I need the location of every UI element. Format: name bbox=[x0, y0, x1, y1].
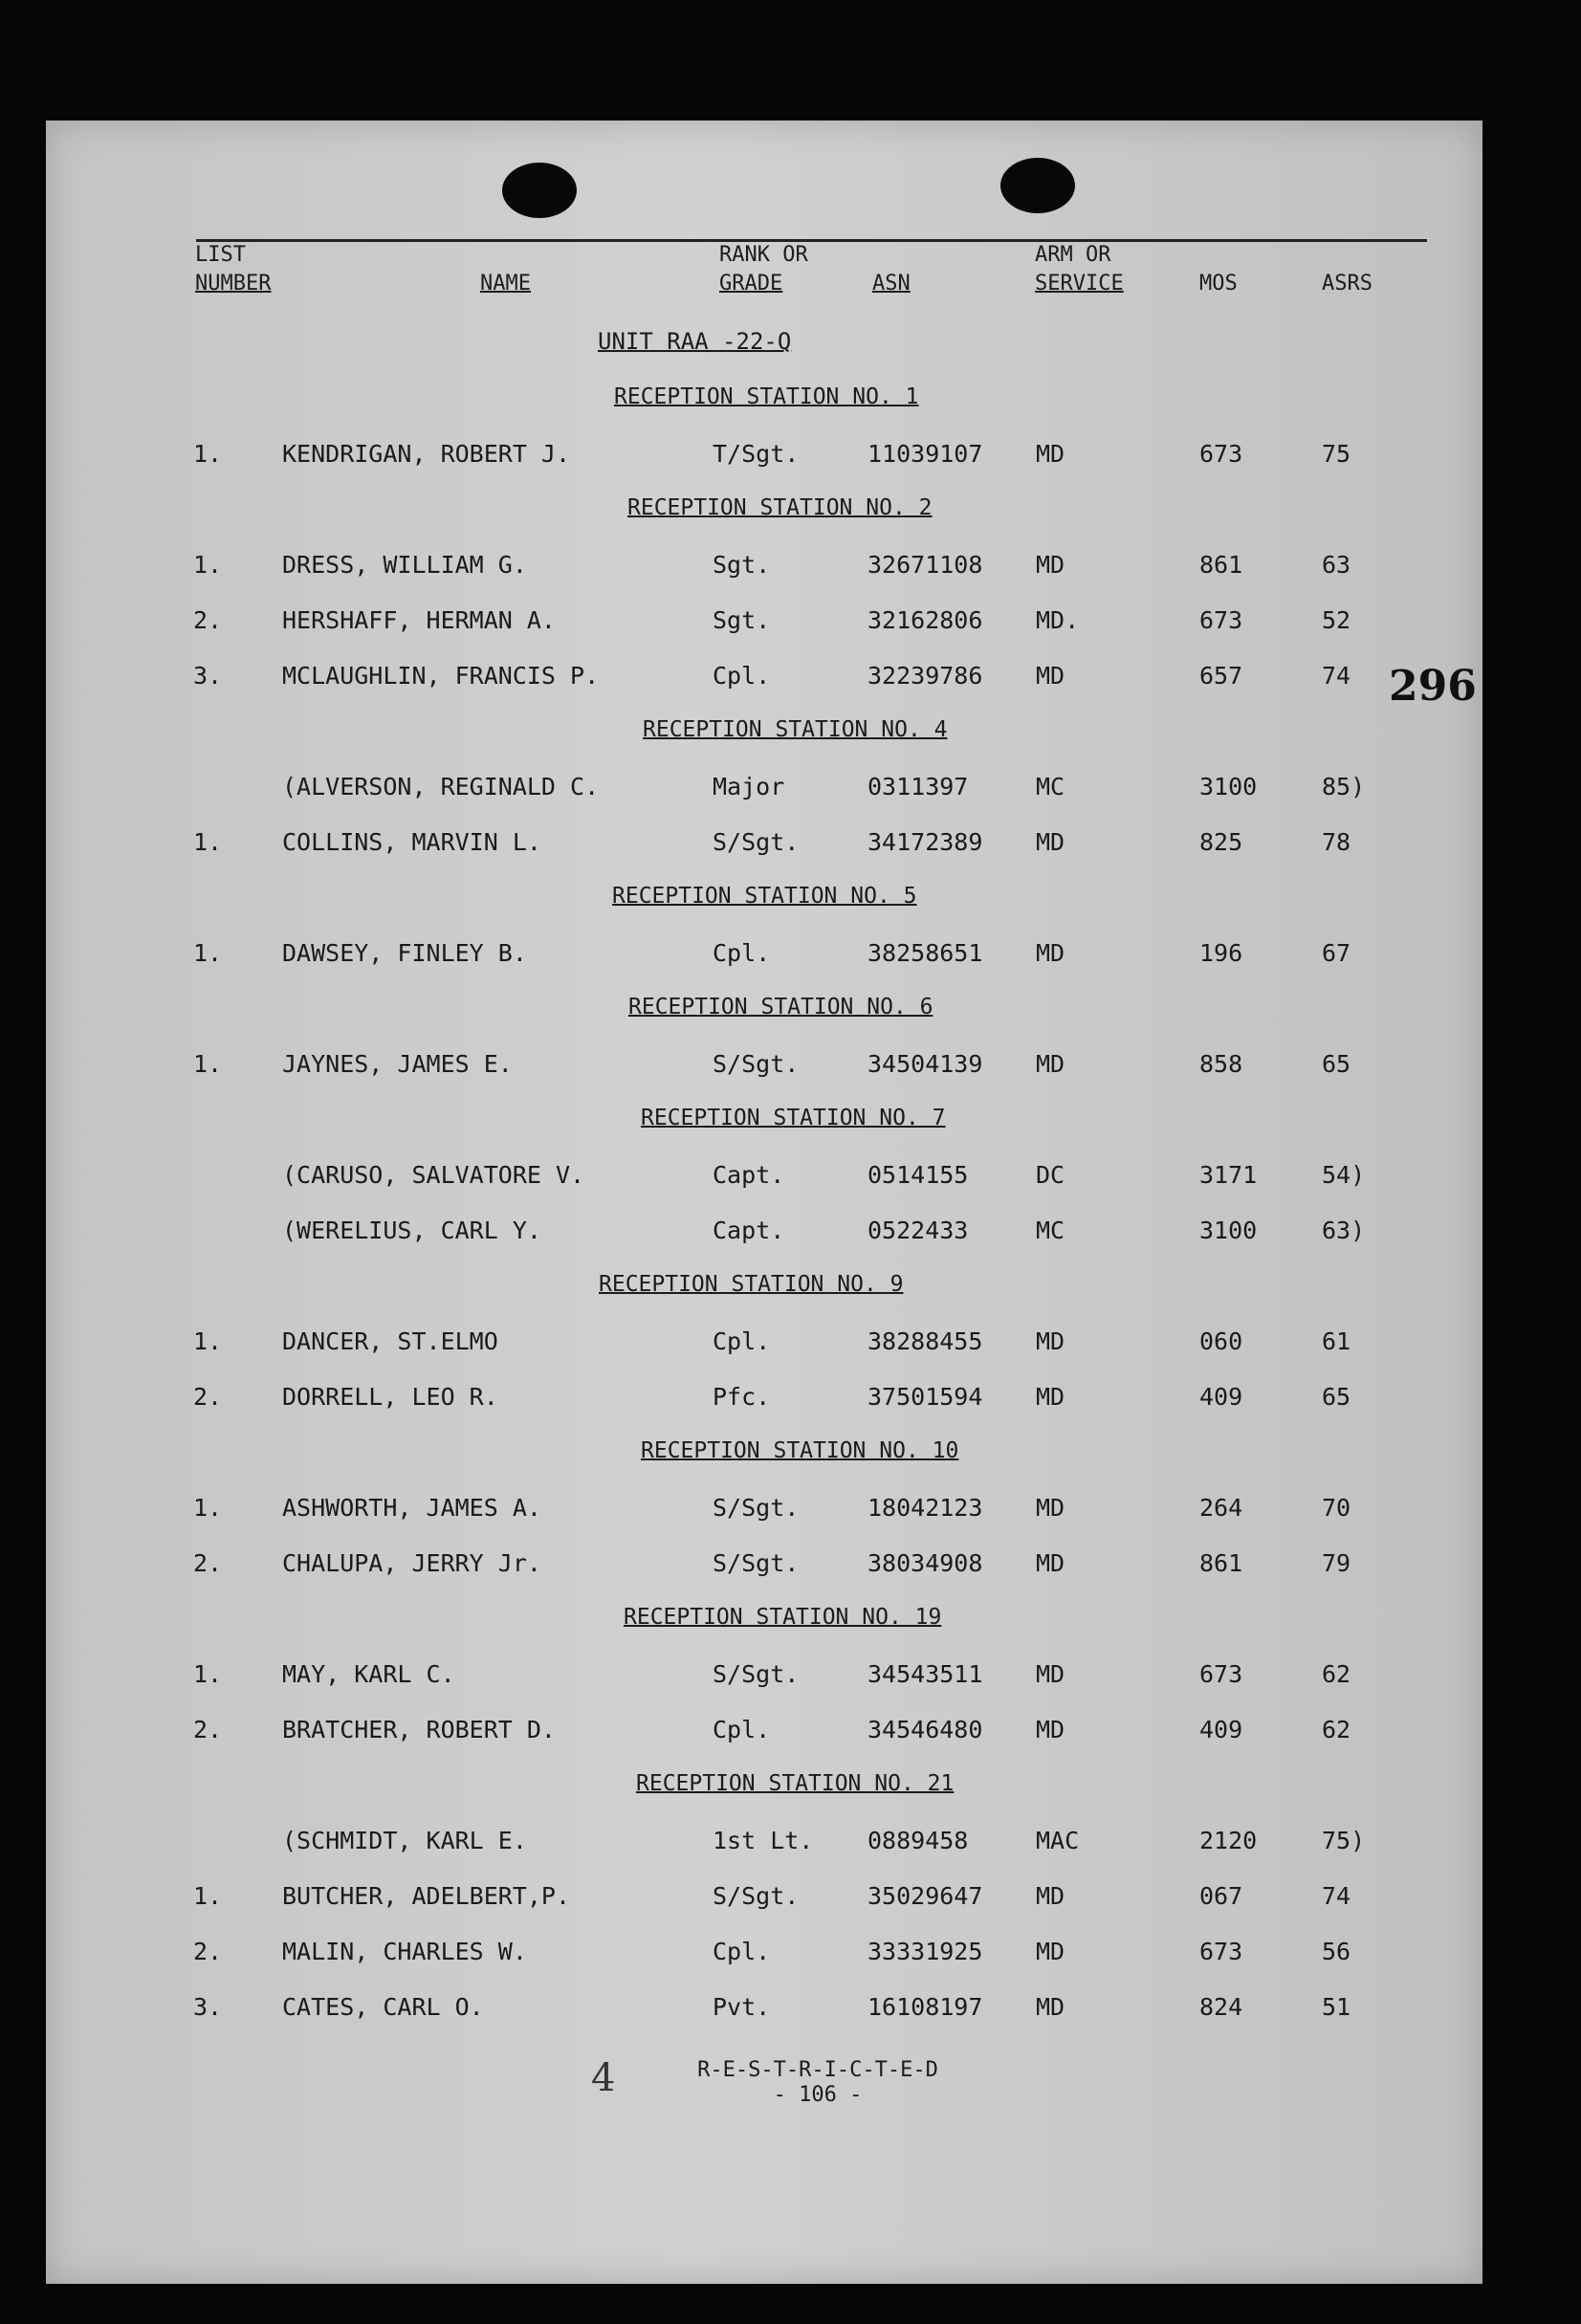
asn-cell: 0311397 bbox=[867, 773, 969, 800]
mos-cell: 825 bbox=[1199, 828, 1243, 856]
name-cell: (ALVERSON, REGINALD C. bbox=[282, 773, 600, 800]
name-cell: MALIN, CHARLES W. bbox=[282, 1938, 527, 1965]
grade-cell: Capt. bbox=[713, 1161, 785, 1189]
grade-cell: Pfc. bbox=[713, 1383, 771, 1411]
name-cell: CATES, CARL O. bbox=[282, 1993, 484, 2021]
mos-cell: 858 bbox=[1199, 1050, 1243, 1078]
list-number-cell: 3. bbox=[193, 1993, 223, 2021]
arm-service-cell: MD bbox=[1036, 440, 1065, 468]
roster-row bbox=[0, 1827, 1581, 1861]
asrs-cell: 52 bbox=[1322, 606, 1351, 634]
asrs-cell: 70 bbox=[1322, 1494, 1351, 1522]
reception-station-heading: RECEPTION STATION NO. 21 bbox=[636, 1771, 955, 1796]
grade-cell: Cpl. bbox=[713, 662, 771, 690]
asn-cell: 11039107 bbox=[867, 440, 983, 468]
reception-station-heading: RECEPTION STATION NO. 7 bbox=[641, 1106, 946, 1130]
mos-cell: 067 bbox=[1199, 1882, 1243, 1910]
roster-row bbox=[0, 606, 1581, 641]
list-number-cell: 1. bbox=[193, 828, 223, 856]
asn-cell: 32162806 bbox=[867, 606, 983, 634]
mos-cell: 3100 bbox=[1199, 1217, 1258, 1244]
asrs-cell: 85) bbox=[1322, 773, 1366, 800]
asn-cell: 35029647 bbox=[867, 1882, 983, 1910]
grade-cell: Cpl. bbox=[713, 1938, 771, 1965]
roster-row bbox=[0, 1494, 1581, 1528]
mos-cell: 3100 bbox=[1199, 773, 1258, 800]
asn-cell: 0522433 bbox=[867, 1217, 969, 1244]
arm-service-cell: DC bbox=[1036, 1161, 1065, 1189]
mos-cell: 824 bbox=[1199, 1993, 1243, 2021]
name-cell: JAYNES, JAMES E. bbox=[282, 1050, 513, 1078]
punch-hole-left bbox=[502, 163, 577, 218]
arm-service-cell: MD bbox=[1036, 1383, 1065, 1411]
grade-cell: S/Sgt. bbox=[713, 1882, 800, 1910]
asn-cell: 0514155 bbox=[867, 1161, 969, 1189]
mos-cell: 673 bbox=[1199, 440, 1243, 468]
reception-station-heading: RECEPTION STATION NO. 2 bbox=[627, 495, 933, 520]
grade-cell: T/Sgt. bbox=[713, 440, 800, 468]
name-cell: BUTCHER, ADELBERT,P. bbox=[282, 1882, 571, 1910]
header-asn: ASN bbox=[872, 272, 911, 296]
mos-cell: 861 bbox=[1199, 551, 1243, 579]
list-number-cell: 1. bbox=[193, 939, 223, 967]
mos-cell: 673 bbox=[1199, 1938, 1243, 1965]
asrs-cell: 54) bbox=[1322, 1161, 1366, 1189]
header-rank-grade: RANK OR GRADE bbox=[719, 243, 808, 296]
asn-cell: 38034908 bbox=[867, 1549, 983, 1577]
name-cell: ASHWORTH, JAMES A. bbox=[282, 1494, 541, 1522]
asrs-cell: 63 bbox=[1322, 551, 1351, 579]
roster-row bbox=[0, 828, 1581, 863]
mos-cell: 3171 bbox=[1199, 1161, 1258, 1189]
mos-cell: 409 bbox=[1199, 1716, 1243, 1743]
name-cell: HERSHAFF, HERMAN A. bbox=[282, 606, 556, 634]
asrs-cell: 62 bbox=[1322, 1716, 1351, 1743]
mos-cell: 196 bbox=[1199, 939, 1243, 967]
asrs-cell: 62 bbox=[1322, 1660, 1351, 1688]
roster-row bbox=[0, 1716, 1581, 1750]
header-asrs: ASRS bbox=[1322, 272, 1372, 296]
name-cell: (SCHMIDT, KARL E. bbox=[282, 1827, 527, 1854]
name-cell: COLLINS, MARVIN L. bbox=[282, 828, 541, 856]
asn-cell: 38258651 bbox=[867, 939, 983, 967]
header-top-rule bbox=[196, 239, 1427, 242]
asn-cell: 38288455 bbox=[867, 1327, 983, 1355]
roster-row bbox=[0, 1217, 1581, 1251]
arm-service-cell: MD bbox=[1036, 1993, 1065, 2021]
margin-handwritten-mark: 4 bbox=[591, 2056, 616, 2100]
footer bbox=[660, 2058, 976, 2108]
mos-cell: 673 bbox=[1199, 606, 1243, 634]
roster-row bbox=[0, 1161, 1581, 1195]
list-number-cell: 1. bbox=[193, 1327, 223, 1355]
roster-row bbox=[0, 1660, 1581, 1695]
reception-station-heading: RECEPTION STATION NO. 4 bbox=[643, 717, 948, 742]
asn-cell: 37501594 bbox=[867, 1383, 983, 1411]
list-number-cell: 2. bbox=[193, 1549, 223, 1577]
reception-station-heading: RECEPTION STATION NO. 6 bbox=[628, 995, 933, 1019]
arm-service-cell: MC bbox=[1036, 773, 1065, 800]
grade-cell: Cpl. bbox=[713, 939, 771, 967]
roster-row bbox=[0, 1383, 1581, 1417]
asrs-cell: 51 bbox=[1322, 1993, 1351, 2021]
asrs-cell: 75 bbox=[1322, 440, 1351, 468]
arm-service-cell: MD bbox=[1036, 1494, 1065, 1522]
list-number-cell: 1. bbox=[193, 1050, 223, 1078]
arm-service-cell: MD bbox=[1036, 551, 1065, 579]
list-number-cell: 1. bbox=[193, 1494, 223, 1522]
asn-cell: 34546480 bbox=[867, 1716, 983, 1743]
name-cell: (WERELIUS, CARL Y. bbox=[282, 1217, 541, 1244]
roster-row bbox=[0, 551, 1581, 585]
grade-cell: Cpl. bbox=[713, 1716, 771, 1743]
asn-cell: 18042123 bbox=[867, 1494, 983, 1522]
name-cell: DRESS, WILLIAM G. bbox=[282, 551, 527, 579]
roster-row bbox=[0, 1882, 1581, 1917]
arm-service-cell: MC bbox=[1036, 1217, 1065, 1244]
header-name: NAME bbox=[480, 272, 531, 296]
roster-row bbox=[0, 939, 1581, 974]
roster-row bbox=[0, 1327, 1581, 1362]
grade-cell: 1st Lt. bbox=[713, 1827, 814, 1854]
reception-station-heading: RECEPTION STATION NO. 5 bbox=[612, 884, 917, 909]
roster-row bbox=[0, 662, 1581, 696]
asrs-cell: 63) bbox=[1322, 1217, 1366, 1244]
header-mos: MOS bbox=[1199, 272, 1238, 296]
roster-row bbox=[0, 1050, 1581, 1085]
arm-service-cell: MAC bbox=[1036, 1827, 1080, 1854]
header-arm-service: ARM OR SERVICE bbox=[1035, 243, 1124, 296]
name-cell: DANCER, ST.ELMO bbox=[282, 1327, 498, 1355]
list-number-cell: 2. bbox=[193, 1938, 223, 1965]
punch-hole-right bbox=[1000, 158, 1075, 213]
asrs-cell: 65 bbox=[1322, 1050, 1351, 1078]
grade-cell: Pvt. bbox=[713, 1993, 771, 2021]
arm-service-cell: MD bbox=[1036, 1050, 1065, 1078]
asrs-cell: 56 bbox=[1322, 1938, 1351, 1965]
arm-service-cell: MD bbox=[1036, 828, 1065, 856]
list-number-cell: 2. bbox=[193, 1716, 223, 1743]
mos-cell: 861 bbox=[1199, 1549, 1243, 1577]
asrs-cell: 65 bbox=[1322, 1383, 1351, 1411]
arm-service-cell: MD bbox=[1036, 662, 1065, 690]
asrs-cell: 61 bbox=[1322, 1327, 1351, 1355]
mos-cell: 060 bbox=[1199, 1327, 1243, 1355]
grade-cell: Major bbox=[713, 773, 785, 800]
arm-service-cell: MD bbox=[1036, 1327, 1065, 1355]
unit-designation: UNIT RAA -22-Q bbox=[598, 328, 792, 355]
roster-row bbox=[0, 1938, 1581, 1972]
name-cell: CHALUPA, JERRY Jr. bbox=[282, 1549, 541, 1577]
roster-row bbox=[0, 773, 1581, 807]
grade-cell: S/Sgt. bbox=[713, 1549, 800, 1577]
list-number-cell: 1. bbox=[193, 1660, 223, 1688]
asn-cell: 0889458 bbox=[867, 1827, 969, 1854]
list-number-cell: 2. bbox=[193, 1383, 223, 1411]
asrs-cell: 75) bbox=[1322, 1827, 1366, 1854]
asrs-cell: 74 bbox=[1322, 1882, 1351, 1910]
reception-station-heading: RECEPTION STATION NO. 9 bbox=[599, 1272, 904, 1297]
name-cell: BRATCHER, ROBERT D. bbox=[282, 1716, 556, 1743]
grade-cell: S/Sgt. bbox=[713, 1660, 800, 1688]
asrs-cell: 74 bbox=[1322, 662, 1351, 690]
name-cell: MAY, KARL C. bbox=[282, 1660, 455, 1688]
asrs-cell: 67 bbox=[1322, 939, 1351, 967]
page-stamp-number: 296 bbox=[1389, 662, 1477, 711]
asrs-cell: 78 bbox=[1322, 828, 1351, 856]
roster-row bbox=[0, 1549, 1581, 1584]
arm-service-cell: MD bbox=[1036, 1882, 1065, 1910]
arm-service-cell: MD bbox=[1036, 1938, 1065, 1965]
asn-cell: 34543511 bbox=[867, 1660, 983, 1688]
roster-row bbox=[0, 1993, 1581, 2028]
reception-station-heading: RECEPTION STATION NO. 19 bbox=[624, 1605, 942, 1630]
grade-cell: Cpl. bbox=[713, 1327, 771, 1355]
name-cell: DORRELL, LEO R. bbox=[282, 1383, 498, 1411]
grade-cell: Sgt. bbox=[713, 606, 771, 634]
list-number-cell: 3. bbox=[193, 662, 223, 690]
grade-cell: S/Sgt. bbox=[713, 1050, 800, 1078]
asn-cell: 33331925 bbox=[867, 1938, 983, 1965]
grade-cell: S/Sgt. bbox=[713, 828, 800, 856]
list-number-cell: 1. bbox=[193, 1882, 223, 1910]
list-number-cell: 2. bbox=[193, 606, 223, 634]
mos-cell: 409 bbox=[1199, 1383, 1243, 1411]
page-number: - 106 - bbox=[773, 2083, 863, 2107]
asn-cell: 34172389 bbox=[867, 828, 983, 856]
mos-cell: 264 bbox=[1199, 1494, 1243, 1522]
arm-service-cell: MD bbox=[1036, 1549, 1065, 1577]
header-list-number: LIST NUMBER bbox=[195, 243, 272, 296]
classification-marking: R-E-S-T-R-I-C-T-E-D bbox=[697, 2058, 938, 2082]
reception-station-heading: RECEPTION STATION NO. 10 bbox=[641, 1438, 959, 1463]
mos-cell: 673 bbox=[1199, 1660, 1243, 1688]
arm-service-cell: MD bbox=[1036, 939, 1065, 967]
grade-cell: Capt. bbox=[713, 1217, 785, 1244]
grade-cell: Sgt. bbox=[713, 551, 771, 579]
arm-service-cell: MD bbox=[1036, 1660, 1065, 1688]
name-cell: MCLAUGHLIN, FRANCIS P. bbox=[282, 662, 600, 690]
asn-cell: 16108197 bbox=[867, 1993, 983, 2021]
grade-cell: S/Sgt. bbox=[713, 1494, 800, 1522]
asn-cell: 32239786 bbox=[867, 662, 983, 690]
mos-cell: 657 bbox=[1199, 662, 1243, 690]
name-cell: KENDRIGAN, ROBERT J. bbox=[282, 440, 571, 468]
asn-cell: 32671108 bbox=[867, 551, 983, 579]
arm-service-cell: MD bbox=[1036, 1716, 1065, 1743]
name-cell: (CARUSO, SALVATORE V. bbox=[282, 1161, 585, 1189]
name-cell: DAWSEY, FINLEY B. bbox=[282, 939, 527, 967]
list-number-cell: 1. bbox=[193, 440, 223, 468]
roster-row bbox=[0, 440, 1581, 474]
mos-cell: 2120 bbox=[1199, 1827, 1258, 1854]
asrs-cell: 79 bbox=[1322, 1549, 1351, 1577]
asn-cell: 34504139 bbox=[867, 1050, 983, 1078]
list-number-cell: 1. bbox=[193, 551, 223, 579]
reception-station-heading: RECEPTION STATION NO. 1 bbox=[614, 384, 919, 409]
arm-service-cell: MD. bbox=[1036, 606, 1080, 634]
